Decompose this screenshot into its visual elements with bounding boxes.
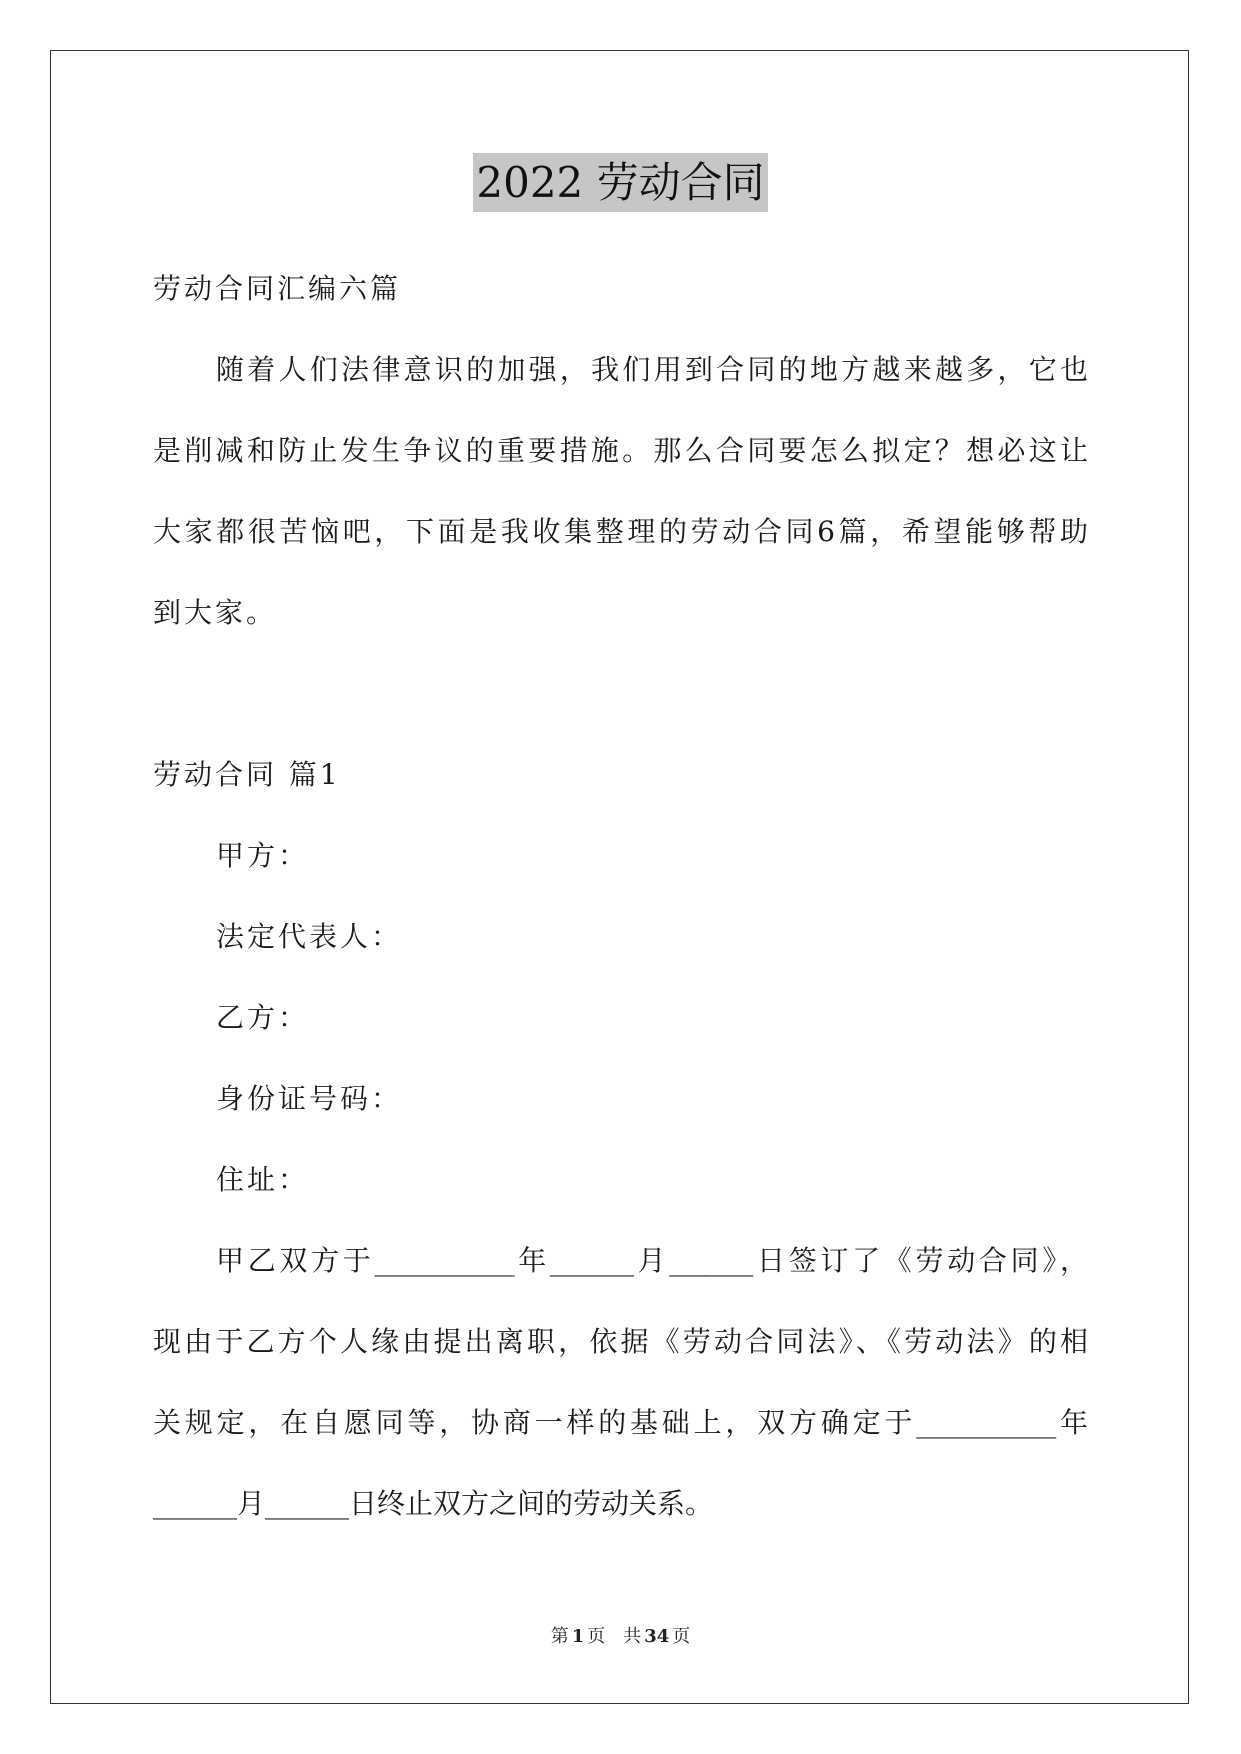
document-body bbox=[153, 248, 1088, 1544]
body-line: 现由于乙方个人缘由提出离职，依据《劳动合同法》、《劳动法》的相 bbox=[153, 1325, 1088, 1358]
field-legal-representative: 法定代表人： bbox=[216, 920, 403, 953]
field-party-a: 甲方： bbox=[216, 839, 310, 872]
total-prefix: 共 bbox=[623, 1626, 642, 1647]
body-line: 甲乙双方于__________年______月______日签订了《劳动合同》， bbox=[216, 1244, 1088, 1277]
body-line: 关规定，在自愿同等，协商一样的基础上，双方确定于__________年 bbox=[153, 1406, 1088, 1439]
field-party-b: 乙方： bbox=[216, 1001, 310, 1034]
collection-heading: 劳动合同汇编六篇 bbox=[153, 272, 402, 305]
current-page-number: 1 bbox=[571, 1626, 585, 1647]
page-prefix: 第 bbox=[550, 1626, 569, 1647]
field-id-number: 身份证号码： bbox=[216, 1082, 403, 1115]
blank-line bbox=[153, 653, 1088, 734]
total-suffix: 页 bbox=[672, 1626, 691, 1647]
intro-line: 随着人们法律意识的加强，我们用到合同的地方越来越多，它也 bbox=[216, 353, 1088, 386]
page-footer bbox=[0, 1625, 1241, 1649]
field-address: 住址： bbox=[216, 1163, 310, 1196]
page-suffix: 页 bbox=[587, 1626, 606, 1647]
body-line: ______月______日终止双方之间的劳动关系。 bbox=[153, 1487, 714, 1520]
document-title: 2022 劳动合同 bbox=[473, 153, 767, 212]
intro-line: 大家都很苦恼吧，下面是我收集整理的劳动合同6篇，希望能够帮助 bbox=[153, 515, 1088, 548]
intro-line: 到大家。 bbox=[153, 596, 278, 629]
title-container bbox=[0, 153, 1241, 212]
section-heading: 劳动合同 篇1 bbox=[153, 758, 341, 791]
intro-line: 是削减和防止发生争议的重要措施。那么合同要怎么拟定？想必这让 bbox=[153, 434, 1088, 467]
total-page-count: 34 bbox=[644, 1626, 670, 1647]
